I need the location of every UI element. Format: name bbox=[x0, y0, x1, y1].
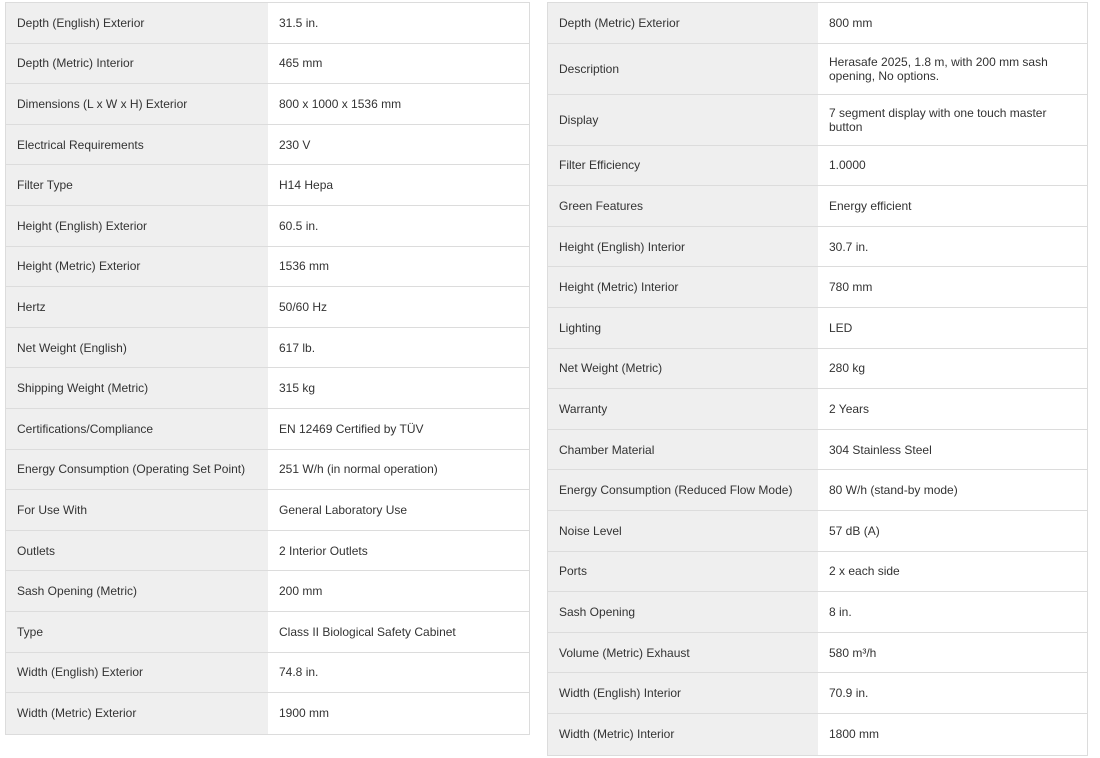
spec-label: Outlets bbox=[6, 531, 268, 571]
spec-row bbox=[6, 125, 529, 166]
spec-value: LED bbox=[818, 308, 1087, 348]
spec-row bbox=[548, 511, 1087, 552]
spec-row bbox=[6, 368, 529, 409]
spec-value: General Laboratory Use bbox=[268, 490, 529, 530]
spec-value: 74.8 in. bbox=[268, 653, 529, 693]
spec-label: Filter Efficiency bbox=[548, 146, 818, 186]
spec-row bbox=[548, 44, 1087, 95]
spec-value: 1.0000 bbox=[818, 146, 1087, 186]
spec-row bbox=[6, 165, 529, 206]
spec-value: 2 x each side bbox=[818, 552, 1087, 592]
spec-value: 780 mm bbox=[818, 267, 1087, 307]
spec-value: H14 Hepa bbox=[268, 165, 529, 205]
spec-label: Height (Metric) Interior bbox=[548, 267, 818, 307]
spec-label: Hertz bbox=[6, 287, 268, 327]
spec-row bbox=[548, 146, 1087, 187]
spec-value: 31.5 in. bbox=[268, 3, 529, 43]
spec-label: Height (Metric) Exterior bbox=[6, 247, 268, 287]
spec-row bbox=[6, 490, 529, 531]
spec-label: Type bbox=[6, 612, 268, 652]
spec-value: 50/60 Hz bbox=[268, 287, 529, 327]
spec-row bbox=[548, 227, 1087, 268]
spec-value: 617 lb. bbox=[268, 328, 529, 368]
spec-row bbox=[548, 430, 1087, 471]
spec-label: Volume (Metric) Exhaust bbox=[548, 633, 818, 673]
spec-label: Noise Level bbox=[548, 511, 818, 551]
spec-label: Sash Opening (Metric) bbox=[6, 571, 268, 611]
spec-label: Depth (English) Exterior bbox=[6, 3, 268, 43]
spec-label: Filter Type bbox=[6, 165, 268, 205]
spec-label: Lighting bbox=[548, 308, 818, 348]
spec-value: 315 kg bbox=[268, 368, 529, 408]
spec-value: 80 W/h (stand-by mode) bbox=[818, 470, 1087, 510]
spec-value: 60.5 in. bbox=[268, 206, 529, 246]
spec-value: 800 x 1000 x 1536 mm bbox=[268, 84, 529, 124]
spec-row bbox=[6, 571, 529, 612]
spec-value: 230 V bbox=[268, 125, 529, 165]
spec-label: Description bbox=[548, 44, 818, 94]
spec-row bbox=[548, 95, 1087, 146]
spec-row bbox=[6, 247, 529, 288]
spec-label: Display bbox=[548, 95, 818, 145]
spec-value: 57 dB (A) bbox=[818, 511, 1087, 551]
spec-row bbox=[6, 531, 529, 572]
spec-value: Class II Biological Safety Cabinet bbox=[268, 612, 529, 652]
specs-table-left bbox=[5, 2, 530, 735]
spec-label: Ports bbox=[548, 552, 818, 592]
spec-row bbox=[548, 552, 1087, 593]
spec-row bbox=[6, 450, 529, 491]
spec-row bbox=[6, 206, 529, 247]
spec-label: Width (English) Interior bbox=[548, 673, 818, 713]
spec-label: Height (English) Interior bbox=[548, 227, 818, 267]
spec-label: Electrical Requirements bbox=[6, 125, 268, 165]
spec-value: 465 mm bbox=[268, 44, 529, 84]
spec-label: Sash Opening bbox=[548, 592, 818, 632]
spec-value: 8 in. bbox=[818, 592, 1087, 632]
spec-row bbox=[6, 287, 529, 328]
spec-value: 1536 mm bbox=[268, 247, 529, 287]
spec-row bbox=[548, 673, 1087, 714]
spec-label: Width (English) Exterior bbox=[6, 653, 268, 693]
spec-row bbox=[6, 3, 529, 44]
specs-table-right bbox=[547, 2, 1088, 756]
spec-value: EN 12469 Certified by TÜV bbox=[268, 409, 529, 449]
spec-row bbox=[6, 612, 529, 653]
spec-label: Energy Consumption (Operating Set Point) bbox=[6, 450, 268, 490]
spec-row bbox=[548, 186, 1087, 227]
spec-value: 251 W/h (in normal operation) bbox=[268, 450, 529, 490]
spec-row bbox=[548, 389, 1087, 430]
spec-label: Height (English) Exterior bbox=[6, 206, 268, 246]
spec-value: 800 mm bbox=[818, 3, 1087, 43]
spec-row bbox=[548, 592, 1087, 633]
spec-value: Herasafe 2025, 1.8 m, with 200 mm sash opening, No options. bbox=[818, 44, 1087, 94]
spec-row bbox=[548, 3, 1087, 44]
spec-row bbox=[548, 714, 1087, 755]
spec-value: 580 m³/h bbox=[818, 633, 1087, 673]
spec-row bbox=[548, 470, 1087, 511]
spec-row bbox=[548, 267, 1087, 308]
spec-label: Dimensions (L x W x H) Exterior bbox=[6, 84, 268, 124]
spec-value: 2 Interior Outlets bbox=[268, 531, 529, 571]
spec-label: Width (Metric) Exterior bbox=[6, 693, 268, 734]
spec-row bbox=[6, 409, 529, 450]
spec-label: Warranty bbox=[548, 389, 818, 429]
spec-value: 2 Years bbox=[818, 389, 1087, 429]
spec-value: 280 kg bbox=[818, 349, 1087, 389]
spec-label: Chamber Material bbox=[548, 430, 818, 470]
spec-row bbox=[6, 693, 529, 734]
spec-label: Net Weight (English) bbox=[6, 328, 268, 368]
spec-label: Energy Consumption (Reduced Flow Mode) bbox=[548, 470, 818, 510]
spec-value: 7 segment display with one touch master button bbox=[818, 95, 1087, 145]
spec-label: Depth (Metric) Exterior bbox=[548, 3, 818, 43]
spec-row bbox=[6, 44, 529, 85]
spec-row bbox=[6, 653, 529, 694]
spec-label: Certifications/Compliance bbox=[6, 409, 268, 449]
spec-label: Net Weight (Metric) bbox=[548, 349, 818, 389]
spec-value: 304 Stainless Steel bbox=[818, 430, 1087, 470]
spec-value: 1900 mm bbox=[268, 693, 529, 734]
spec-label: Depth (Metric) Interior bbox=[6, 44, 268, 84]
spec-row bbox=[6, 84, 529, 125]
spec-row bbox=[548, 308, 1087, 349]
spec-row bbox=[6, 328, 529, 369]
spec-value: Energy efficient bbox=[818, 186, 1087, 226]
spec-label: Green Features bbox=[548, 186, 818, 226]
spec-value: 30.7 in. bbox=[818, 227, 1087, 267]
spec-row bbox=[548, 633, 1087, 674]
spec-label: For Use With bbox=[6, 490, 268, 530]
spec-label: Shipping Weight (Metric) bbox=[6, 368, 268, 408]
spec-row bbox=[548, 349, 1087, 390]
spec-value: 70.9 in. bbox=[818, 673, 1087, 713]
spec-value: 200 mm bbox=[268, 571, 529, 611]
spec-value: 1800 mm bbox=[818, 714, 1087, 755]
spec-label: Width (Metric) Interior bbox=[548, 714, 818, 755]
